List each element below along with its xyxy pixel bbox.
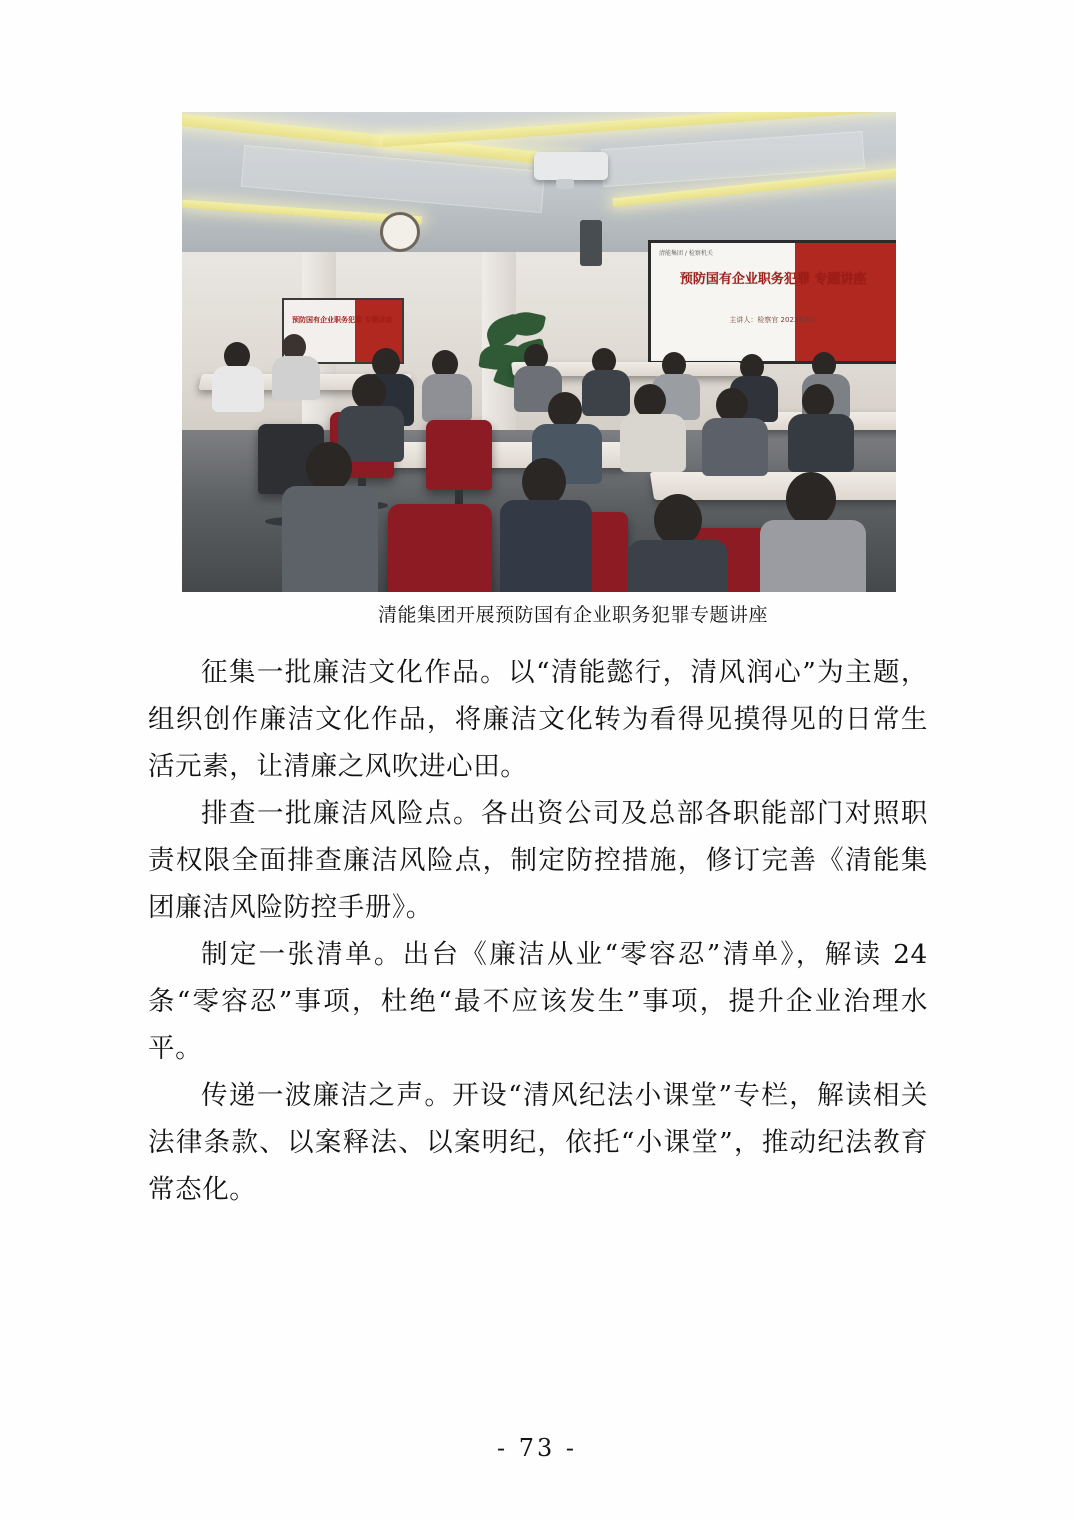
screen-logo: 清能集团 / 检察机关: [659, 250, 713, 257]
paragraph: 制定一张清单。出台《廉洁从业“零容忍”清单》，解读 24 条“零容忍”事项，杜绝“最不应该发生”事项，提升企业治理水平。: [148, 939, 928, 1064]
chair: [388, 504, 492, 592]
paragraph: 传递一波廉洁之声。开设“清风纪法小课堂”专栏，解读相关法律条款、以案释法、以案明纪，依托“小课堂”，推动纪法教育常态化。: [148, 1080, 928, 1205]
wall-speaker: [580, 220, 602, 266]
secondary-screen-title: 预防国有企业职务犯罪 专题讲座: [292, 316, 393, 324]
figure-caption: 清能集团开展预防国有企业职务犯罪专题讲座: [377, 604, 768, 626]
body-text: [148, 649, 928, 1213]
wall-clock: [380, 212, 420, 252]
paragraph: 排查一批廉洁风险点。各出资公司及总部各职能部门对照职责权限全面排查廉洁风险点，制定防控措施，修订完善《清能集团廉洁风险防控手册》。: [148, 798, 928, 923]
projector: [534, 152, 608, 180]
presentation-screen: [648, 240, 896, 364]
page-content: [148, 112, 928, 1213]
screen-subtitle: 主讲人：检察官 2023年6月: [729, 316, 817, 324]
lecture-photo: [182, 112, 896, 592]
figure-block: [182, 112, 896, 627]
page-number: - 73 -: [496, 1434, 577, 1462]
screen-title: 预防国有企业职务犯罪 专题讲座: [679, 272, 867, 287]
paragraph: 征集一批廉洁文化作品。以“清能懿行，清风润心”为主题，组织创作廉洁文化作品，将廉洁文化转为看得见摸得见的日常生活元素，让清廉之风吹进心田。: [148, 657, 928, 782]
chair: [426, 420, 492, 490]
